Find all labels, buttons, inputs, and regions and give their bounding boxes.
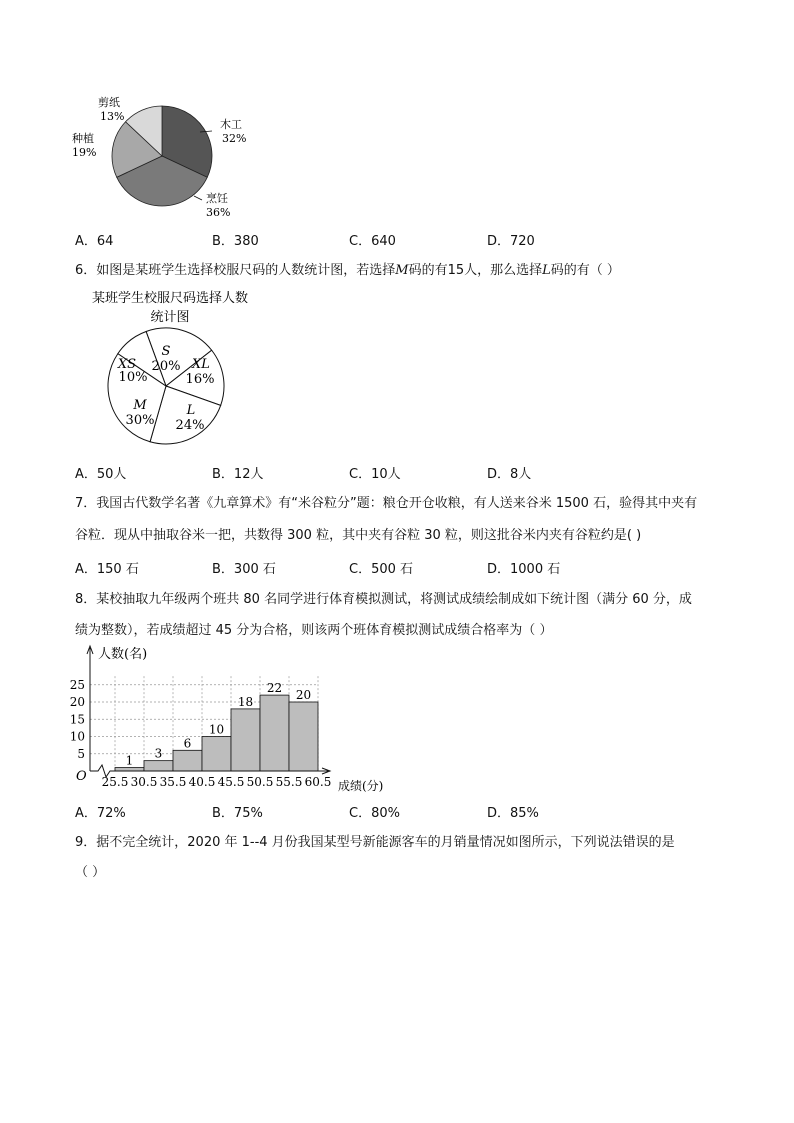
hist-bar-label: 10 [208, 722, 225, 737]
size-pie-chart [70, 288, 270, 458]
hist-bar-label: 1 [125, 753, 134, 768]
question-9-line2: （ ） [75, 865, 106, 880]
question-9-line1: 9．据不完全统计，2020 年 1--4 月份我国某型号新能源客车的月销量情况如图所示，下列说法错误的是 [75, 835, 675, 850]
hist-x-tick: 45.5 [217, 775, 245, 789]
hist-y-tick: 15 [69, 712, 85, 727]
hist-x-tick: 25.5 [101, 775, 129, 789]
pie1-value-mugong: 32% [222, 132, 247, 145]
hist-bar-label: 3 [154, 746, 163, 761]
q5-option-d: D．720 [487, 234, 535, 249]
hist-bar [231, 709, 260, 771]
hist-x-tick: 50.5 [246, 775, 274, 789]
score-histogram [60, 640, 430, 800]
hist-bar [289, 702, 318, 771]
hist-y-tick: 25 [69, 677, 85, 692]
q7-option-c: C．500 石 [349, 562, 414, 577]
pie2-cat-l: L [186, 403, 196, 418]
pie2-title-line2: 统计图 [150, 310, 190, 325]
question-7-line2: 谷粒．现从中抽取谷米一把，共数得 300 粒，其中夹有谷粒 30 粒，则这批谷米内夹有谷粒约是( ) [75, 528, 642, 543]
pie2-cat-xl: XL [192, 357, 210, 372]
hist-y-tick: 10 [69, 729, 85, 744]
hist-y-tick: 5 [77, 746, 85, 761]
hist-x-tick: 60.5 [304, 775, 332, 789]
hist-x-tick: 30.5 [130, 775, 158, 789]
pie2-title-line1: 某班学生校服尺码选择人数 [91, 291, 249, 306]
hist-x-label: 成绩(分) [338, 779, 384, 793]
pie2-pct-l: 24% [175, 418, 205, 433]
pie1-label-zhongzhi: 种植 [72, 132, 94, 145]
pie2-pct-s: 20% [151, 359, 181, 374]
hist-bar [202, 737, 231, 772]
q5-option-c: C．640 [349, 234, 396, 249]
pie1-value-pengren: 36% [206, 206, 231, 219]
q6-option-a: A．50人 [75, 467, 127, 482]
pie2-cat-xs: XS [117, 357, 137, 372]
hist-y-label: 人数(名) [98, 647, 148, 662]
hist-bar [260, 695, 289, 771]
pie1-label-mugong: 木工 [220, 118, 242, 131]
q7-option-a: A．150 石 [75, 562, 139, 577]
q8-option-b: B．75% [212, 806, 263, 821]
q6-option-c: C．10人 [349, 467, 401, 482]
question-6-text: 6．如图是某班学生选择校服尺码的人数统计图，若选择M码的有15人，那么选择L码的有（ ） [75, 263, 620, 278]
question-8-line2: 绩为整数），若成绩超过 45 分为合格，则该两个班体育模拟测试成绩合格率为（ ） [75, 623, 553, 638]
hist-y-tick: 20 [69, 695, 85, 709]
pie2-pct-m: 30% [125, 413, 155, 428]
hist-bar-label: 22 [266, 681, 283, 696]
pie2-pct-xl: 16% [185, 372, 215, 387]
hist-x-tick: 55.5 [275, 775, 303, 789]
activity-pie-chart [60, 88, 280, 228]
q6-option-d: D．8人 [487, 467, 532, 482]
pie1-value-jianzhi: 13% [100, 110, 125, 123]
q8-option-c: C．80% [349, 806, 400, 821]
hist-bar-label: 6 [183, 736, 192, 751]
pie1-label-pengren: 烹饪 [206, 192, 228, 205]
q5-option-b: B．380 [212, 234, 259, 249]
pie2-pct-xs: 10% [118, 370, 148, 385]
question-8-line1: 8．某校抽取九年级两个班共 80 名同学进行体育模拟测试，将测试成绩绘制成如下统计图（满分 60 分，成 [75, 592, 692, 607]
hist-bar [173, 750, 202, 771]
hist-bar-label: 20 [295, 688, 312, 702]
q7-option-d: D．1000 石 [487, 562, 561, 577]
q5-option-a: A．64 [75, 234, 114, 249]
hist-x-tick: 35.5 [159, 775, 187, 789]
hist-x-tick: 40.5 [188, 775, 216, 789]
question-7-line1: 7．我国古代数学名著《九章算术》有“米谷粒分”题：粮仓开仓收粮，有人送来谷米 1500 石，验得其中夹有 [75, 496, 698, 511]
pie1-value-zhongzhi: 19% [72, 146, 97, 159]
hist-origin: O [76, 769, 87, 784]
q8-option-a: A．72% [75, 806, 126, 821]
pie2-cat-m: M [133, 398, 147, 413]
pie1-label-jianzhi: 剪纸 [98, 96, 120, 109]
hist-bar-label: 18 [237, 694, 254, 709]
q6-option-b: B．12人 [212, 467, 264, 482]
q7-option-b: B．300 石 [212, 562, 276, 577]
hist-bar [144, 761, 173, 771]
q8-option-d: D．85% [487, 806, 539, 821]
hist-bar [115, 768, 144, 771]
pie2-cat-s: S [161, 344, 171, 359]
